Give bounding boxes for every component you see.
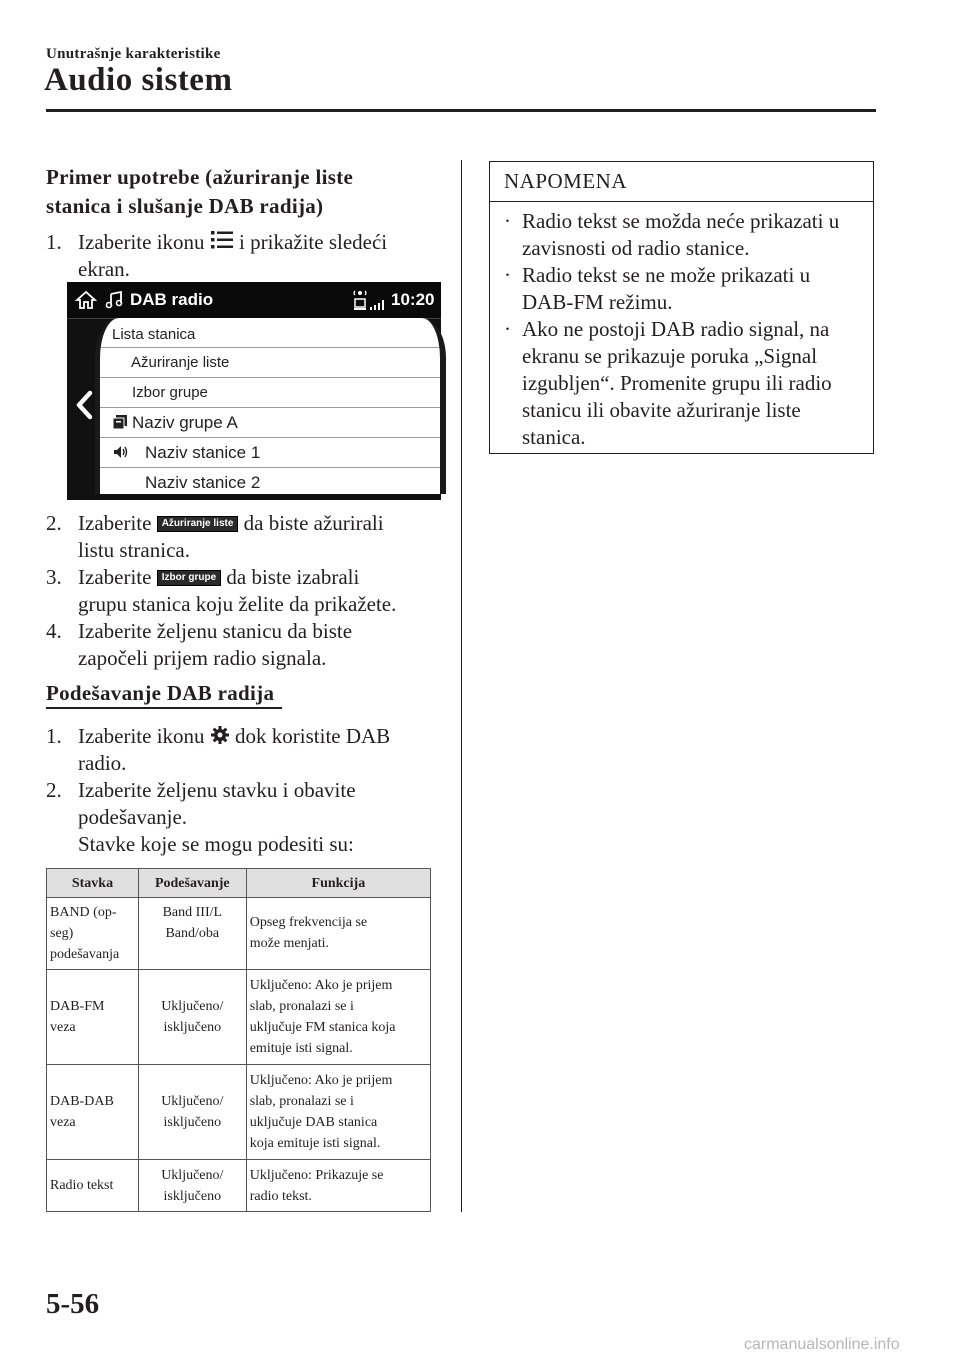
settings-step-1-cont: radio. <box>78 751 127 775</box>
table-row <box>47 1160 431 1212</box>
group-icon <box>113 415 127 429</box>
screen-list-item-group[interactable] <box>100 408 440 438</box>
step-number: 2. <box>46 511 62 535</box>
section-label: Unutrašnje karakteristike <box>46 46 221 62</box>
screen-update-list-label: Ažuriranje liste <box>131 354 230 371</box>
back-arrow-icon[interactable] <box>75 390 93 420</box>
example-step-1-cont: ekran. <box>78 257 130 281</box>
screen-title: DAB radio <box>130 290 214 309</box>
station-name: Naziv stanice 1 <box>145 443 261 462</box>
step-text-a: Izaberite ikonu <box>78 230 205 254</box>
table-cell-function: Opseg frekvencija se može menjati. <box>246 898 430 970</box>
table-cell-item: BAND (op- seg) podešavanja <box>47 898 139 970</box>
signal-strength-icon <box>370 298 386 310</box>
screen-header <box>67 282 441 319</box>
screen-list-header <box>100 318 440 348</box>
table-cell-setting: Uključeno/ isključeno <box>138 1065 246 1160</box>
settings-table <box>46 868 431 1212</box>
step-number: 4. <box>46 619 62 643</box>
table-row <box>47 1065 431 1160</box>
step-number: 1. <box>46 724 62 748</box>
screen-list-panel <box>95 318 446 494</box>
table-cell-setting: Uključeno/ isključeno <box>138 1160 246 1212</box>
screen-list-item-station-1[interactable] <box>100 438 440 468</box>
step-text <box>78 564 438 591</box>
step-text: Izaberite željenu stavku i obavite <box>78 778 356 802</box>
note-title: NAPOMENA <box>490 162 873 202</box>
step-text-a: Izaberite ikonu <box>78 724 205 748</box>
table-cell-function: Uključeno: Ako je prijem slab, pronalazi se i uključuje DAB stanica koja emituje isti signal. <box>246 1065 430 1160</box>
step-text <box>78 510 438 537</box>
example-heading-line1: Primer upotrebe (ažuriranje liste <box>46 165 354 189</box>
step-number: 2. <box>46 778 62 802</box>
settings-heading-underline <box>46 707 282 709</box>
table-cell-item: DAB-DAB veza <box>47 1065 139 1160</box>
settings-heading: Podešavanje DAB radija <box>46 681 275 705</box>
update-list-button-inline: Ažuriranje liste <box>157 516 239 532</box>
page-title: Audio sistem <box>44 62 233 98</box>
bullet-dot: · <box>504 209 511 233</box>
screen-update-list-button[interactable] <box>100 348 440 378</box>
table-header: Podešavanje <box>138 869 246 898</box>
example-step-4-cont: započeli prijem radio signala. <box>78 646 327 670</box>
step-text-b: da biste ažurirali <box>243 511 384 535</box>
watermark: carmanualsonline.info <box>744 1336 900 1353</box>
settings-step-2-cont: podešavanje. <box>78 805 188 829</box>
step-number: 3. <box>46 565 62 589</box>
example-step-2-cont: listu stranica. <box>78 538 190 562</box>
table-cell-item: Radio tekst <box>47 1160 139 1212</box>
example-heading-line2: stanica i slušanje DAB radija) <box>46 194 324 218</box>
group-select-button-inline: Izbor grupe <box>157 570 221 586</box>
page-number: 5-56 <box>46 1288 100 1320</box>
header-rule <box>46 109 876 112</box>
step-text-b: da biste izabrali <box>226 565 360 589</box>
table-cell-setting: Band III/L Band/oba <box>138 898 246 970</box>
table-header-row <box>47 869 431 898</box>
home-icon[interactable] <box>75 290 97 310</box>
screen-clock: 10:20 <box>391 290 435 309</box>
step-text-b: dok koristite DAB <box>235 724 391 748</box>
step-number: 1. <box>46 230 62 254</box>
table-row <box>47 970 431 1065</box>
bullet-dot: · <box>504 317 511 341</box>
settings-step-2-cont2: Stavke koje se mogu podesiti su: <box>78 832 354 856</box>
step-text-b: i prikažite sledeći <box>239 230 388 254</box>
example-step-3-cont: grupu stanica koju želite da prikažete. <box>78 592 397 616</box>
note-box: NAPOMENA · Radio tekst se možda neće prikazati u zavisnosti od radio stanice. · Radio tekst se ne može prikazati u DAB-FM režimu. · Ako ne postoji DAB radio signal, na ekranu se prikazuje poruka „Signal izgubljen“. Promenite grupu ili radio stanicu ili obavite ažuriranje liste stanica. <box>489 161 874 454</box>
gear-icon <box>210 725 230 745</box>
step-text <box>78 229 438 256</box>
step-text-a: Izaberite <box>78 511 152 535</box>
table-cell-function: Uključeno: Prikazuje se radio tekst. <box>246 1160 430 1212</box>
list-icon <box>210 229 234 251</box>
screen-list-header-label: Lista stanica <box>112 326 196 343</box>
screen-list-item-station-2[interactable] <box>100 468 440 494</box>
table-header: Funkcija <box>246 869 430 898</box>
table-row <box>47 898 431 970</box>
table-cell-function: Uključeno: Ako je prijem slab, pronalazi se i uključuje FM stanica koja emituje isti signal. <box>246 970 430 1065</box>
screen-group-select-button[interactable] <box>100 378 440 408</box>
table-cell-item: DAB-FM veza <box>47 970 139 1065</box>
step-text: Izaberite željenu stanicu da biste <box>78 619 353 643</box>
step-text <box>78 723 438 750</box>
table-cell-setting: Uključeno/ isključeno <box>138 970 246 1065</box>
antenna-icon <box>353 289 367 311</box>
dab-radio-screen <box>67 282 441 500</box>
bullet-dot: · <box>504 263 511 287</box>
column-divider <box>461 160 462 1212</box>
step-text-a: Izaberite <box>78 565 152 589</box>
table-header: Stavka <box>47 869 139 898</box>
group-name: Naziv grupe A <box>132 413 238 432</box>
music-note-icon <box>105 291 123 309</box>
station-name: Naziv stanice 2 <box>145 473 261 492</box>
screen-group-select-label: Izbor grupe <box>132 384 208 401</box>
speaker-icon <box>113 445 129 459</box>
